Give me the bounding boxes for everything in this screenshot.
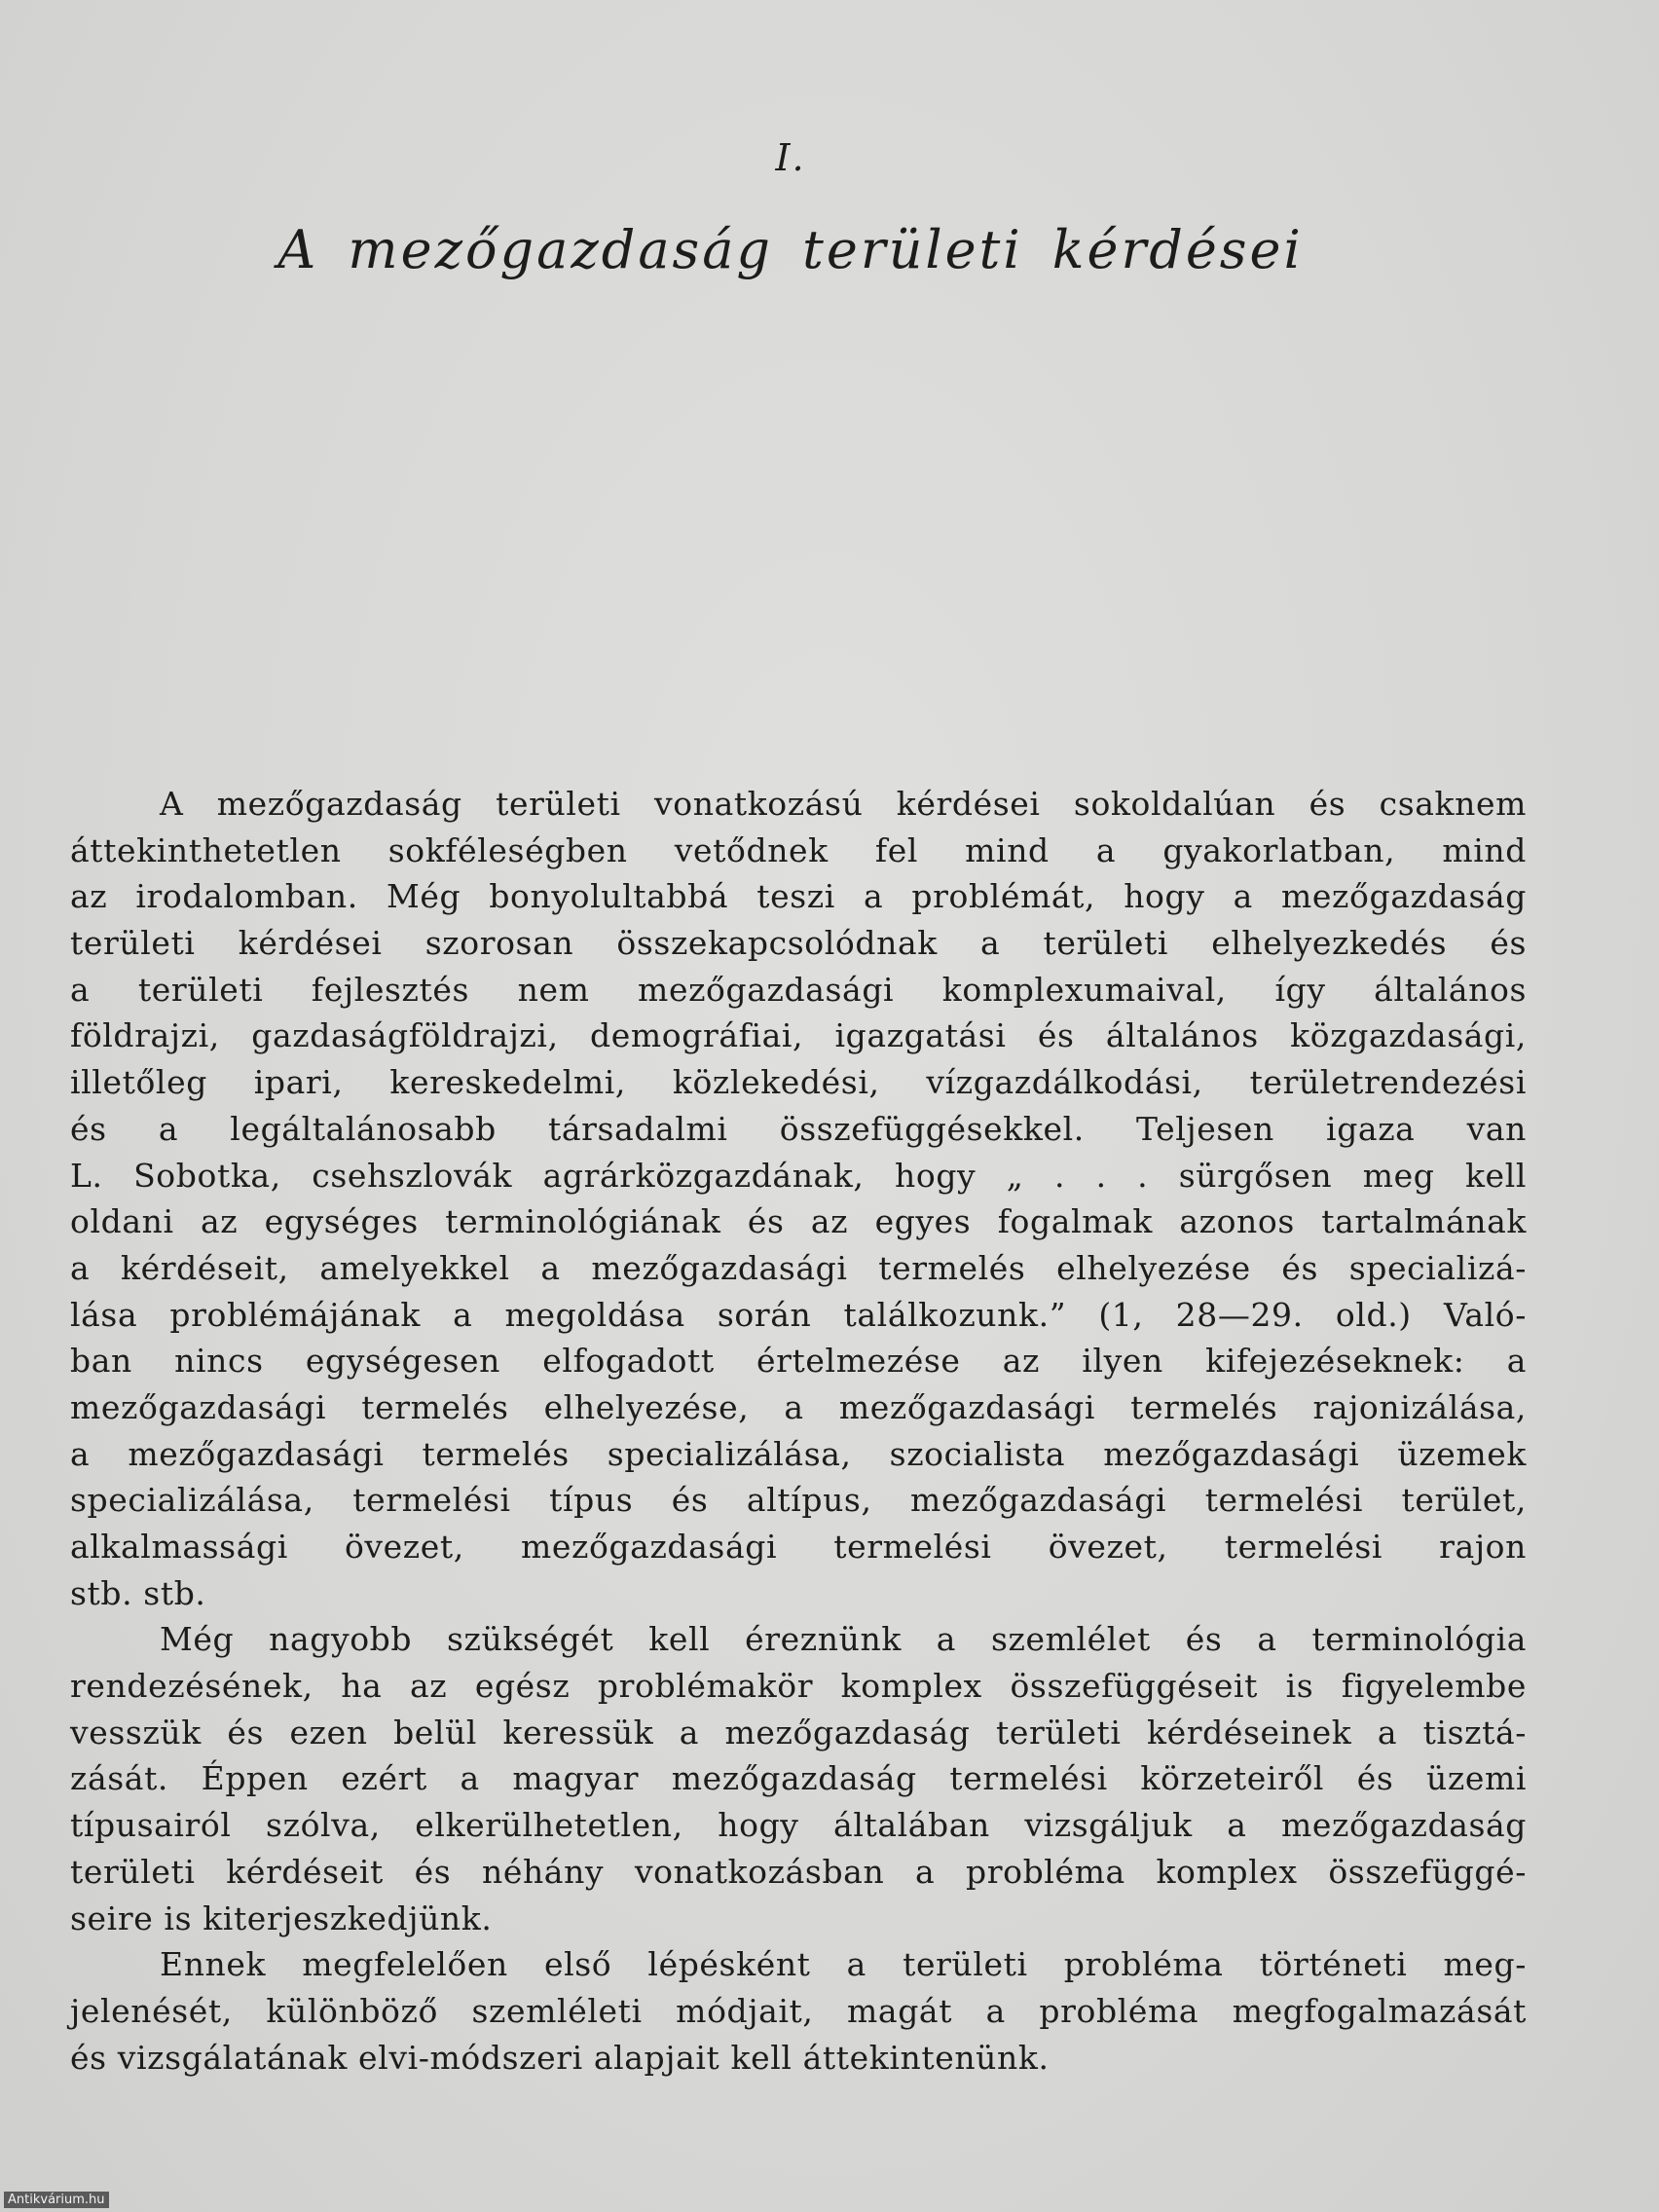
text-line: zását. Éppen ezért a magyar mezőgazdaság termelési körzeteiről és üzemi	[70, 1759, 1527, 1798]
text-line: illetőleg ipari, kereskedelmi, közlekedési, vízgazdálkodási, területrendezési	[70, 1063, 1527, 1102]
text-line: áttekinthetetlen sokféleségben vetődnek fel mind a gyakorlatban, mind	[70, 830, 1527, 869]
body-text	[70, 781, 1527, 2081]
text-line: az irodalomban. Még bonyolultabbá teszi a problémát, hogy a mezőgazdaság	[70, 877, 1527, 916]
text-line: lása problémájának a megoldása során találkozunk.” (1, 28—29. old.) Való-	[70, 1295, 1527, 1334]
text-line: területi kérdéseit és néhány vonatkozásban a probléma komplex összefüggé-	[70, 1852, 1527, 1891]
text-line: Még nagyobb szükségét kell éreznünk a szemlélet és a terminológia	[160, 1620, 1527, 1659]
chapter-number: I.	[775, 136, 806, 179]
text-line: alkalmassági övezet, mezőgazdasági termelési övezet, termelési rajon	[70, 1528, 1527, 1566]
text-line: a területi fejlesztés nem mezőgazdasági komplexumaival, így általános	[70, 970, 1527, 1009]
chapter-title: A mezőgazdaság területi kérdései	[277, 219, 1304, 280]
text-line: ban nincs egységesen elfogadott értelmezése az ilyen kifejezéseknek: a	[70, 1342, 1527, 1381]
text-line: és a legáltalánosabb társadalmi összefüggésekkel. Teljesen igaza van	[70, 1109, 1527, 1148]
text-line: területi kérdései szorosan összekapcsolódnak a területi elhelyezkedés és	[70, 924, 1527, 963]
text-line: seire is kiterjeszkedjünk.	[70, 1899, 493, 1937]
text-line: és vizsgálatának elvi-módszeri alapjait kell áttekintenünk.	[70, 2038, 1050, 2077]
text-line: mezőgazdasági termelés elhelyezése, a mezőgazdasági termelés rajonizálása,	[70, 1387, 1527, 1426]
watermark-label: Antikvárium.hu	[4, 2192, 109, 2208]
text-line: a mezőgazdasági termelés specializálása, szocialista mezőgazdasági üzemek	[70, 1434, 1527, 1473]
text-line: specializálása, termelési típus és altípus, mezőgazdasági termelési terület,	[70, 1481, 1527, 1520]
text-line: A mezőgazdaság területi vonatkozású kérdései sokoldalúan és csaknem	[160, 785, 1527, 823]
text-line: L. Sobotka, csehszlovák agrárközgazdának, hogy „ . . . sürgősen meg kell	[70, 1156, 1527, 1195]
text-line: stb. stb.	[70, 1573, 206, 1612]
text-line: földrajzi, gazdaságföldrajzi, demográfiai, igazgatási és általános közgazdasági,	[70, 1016, 1527, 1055]
text-line: Ennek megfelelően első lépésként a területi probléma történeti meg-	[160, 1945, 1527, 1984]
text-line: típusairól szólva, elkerülhetetlen, hogy általában vizsgáljuk a mezőgazdaság	[70, 1806, 1527, 1845]
text-line: rendezésének, ha az egész problémakör komplex összefüggéseit is figyelembe	[70, 1667, 1527, 1706]
text-line: vesszük és ezen belül keressük a mezőgazdaság területi kérdéseinek a tisztá-	[70, 1713, 1527, 1751]
text-line: oldani az egységes terminológiának és az egyes fogalmak azonos tartalmának	[70, 1202, 1527, 1241]
text-line: jelenését, különböző szemléleti módjait, magát a probléma megfogalmazását	[70, 1991, 1527, 2030]
text-line: a kérdéseit, amelyekkel a mezőgazdasági termelés elhelyezése és specializá-	[70, 1248, 1527, 1287]
